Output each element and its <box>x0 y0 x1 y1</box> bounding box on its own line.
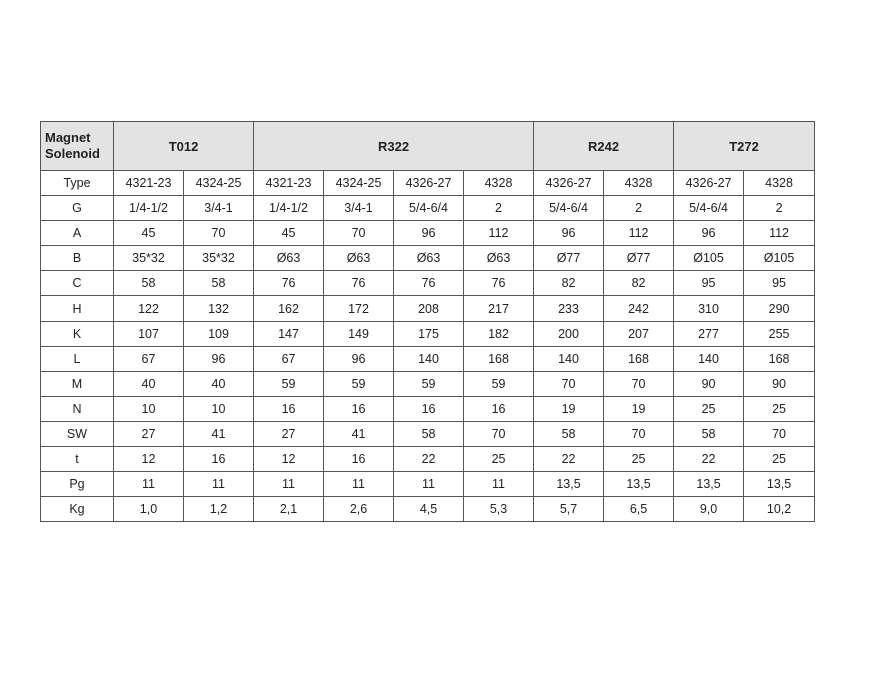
table-cell: 3/4-1 <box>184 196 254 221</box>
table-cell: 76 <box>464 271 534 296</box>
row-label: Pg <box>41 472 114 497</box>
table-row <box>41 171 815 196</box>
table-cell: 16 <box>324 396 394 421</box>
table-cell: 16 <box>254 396 324 421</box>
table-cell: 109 <box>184 321 254 346</box>
table-cell: 10 <box>114 396 184 421</box>
table-cell: 140 <box>674 346 744 371</box>
table-row <box>41 447 815 472</box>
table-cell: 4321-23 <box>254 171 324 196</box>
table-cell: 22 <box>674 447 744 472</box>
corner-header-line1: Magnet <box>45 130 91 145</box>
table-cell: 16 <box>324 447 394 472</box>
table-cell: Ø105 <box>744 246 815 271</box>
table-cell: 4326-27 <box>674 171 744 196</box>
row-label: K <box>41 321 114 346</box>
table-cell: 4328 <box>464 171 534 196</box>
table-cell: 41 <box>324 421 394 446</box>
row-label: G <box>41 196 114 221</box>
table-cell: 5/4-6/4 <box>534 196 604 221</box>
row-label: N <box>41 396 114 421</box>
table-cell: 200 <box>534 321 604 346</box>
table-row <box>41 271 815 296</box>
header-row <box>41 122 815 171</box>
table-cell: 2 <box>464 196 534 221</box>
table-cell: 16 <box>464 396 534 421</box>
row-label: C <box>41 271 114 296</box>
table-cell: 6,5 <box>604 497 674 522</box>
table-cell: 96 <box>394 221 464 246</box>
table-cell: 82 <box>534 271 604 296</box>
table-cell: 162 <box>254 296 324 321</box>
table-cell: 168 <box>464 346 534 371</box>
table-cell: 217 <box>464 296 534 321</box>
table-cell: 90 <box>674 371 744 396</box>
table-cell: 2 <box>604 196 674 221</box>
table-cell: 90 <box>744 371 815 396</box>
table-cell: 10 <box>184 396 254 421</box>
table-cell: 2,6 <box>324 497 394 522</box>
table-cell: 19 <box>604 396 674 421</box>
table-cell: Ø105 <box>674 246 744 271</box>
table-cell: 95 <box>744 271 815 296</box>
table-cell: 70 <box>464 421 534 446</box>
table-cell: 122 <box>114 296 184 321</box>
table-row <box>41 296 815 321</box>
table-cell: 59 <box>464 371 534 396</box>
table-cell: 208 <box>394 296 464 321</box>
table-cell: 70 <box>744 421 815 446</box>
table-cell: 70 <box>604 371 674 396</box>
table-row <box>41 346 815 371</box>
row-label: Type <box>41 171 114 196</box>
table-row <box>41 246 815 271</box>
row-label: B <box>41 246 114 271</box>
table-cell: 13,5 <box>534 472 604 497</box>
table-cell: 76 <box>254 271 324 296</box>
table-cell: 5,3 <box>464 497 534 522</box>
table-cell: 4328 <box>604 171 674 196</box>
table-cell: Ø77 <box>534 246 604 271</box>
row-label: H <box>41 296 114 321</box>
table-body <box>41 171 815 522</box>
table-cell: 58 <box>534 421 604 446</box>
table-cell: 290 <box>744 296 815 321</box>
row-label: t <box>41 447 114 472</box>
table-cell: 40 <box>114 371 184 396</box>
table-cell: 11 <box>184 472 254 497</box>
corner-header <box>41 122 114 171</box>
table-cell: 96 <box>674 221 744 246</box>
table-cell: Ø77 <box>604 246 674 271</box>
table-cell: Ø63 <box>324 246 394 271</box>
corner-header-line2: Solenoid <box>45 146 100 161</box>
table-cell: 27 <box>114 421 184 446</box>
table-cell: 5,7 <box>534 497 604 522</box>
table-cell: 96 <box>324 346 394 371</box>
table-cell: 96 <box>534 221 604 246</box>
row-label: Kg <box>41 497 114 522</box>
table-cell: 40 <box>184 371 254 396</box>
table-cell: 2,1 <box>254 497 324 522</box>
table-cell: Ø63 <box>394 246 464 271</box>
table-cell: 13,5 <box>604 472 674 497</box>
table-cell: 11 <box>324 472 394 497</box>
group-header-r322: R322 <box>254 122 534 171</box>
table-cell: 1/4-1/2 <box>114 196 184 221</box>
table-cell: 82 <box>604 271 674 296</box>
row-label: A <box>41 221 114 246</box>
table-cell: 27 <box>254 421 324 446</box>
table-cell: 310 <box>674 296 744 321</box>
table-cell: 22 <box>534 447 604 472</box>
table-cell: 4324-25 <box>184 171 254 196</box>
table-cell: 112 <box>604 221 674 246</box>
table-cell: 3/4-1 <box>324 196 394 221</box>
group-header-t012: T012 <box>114 122 254 171</box>
table-cell: 59 <box>394 371 464 396</box>
table-cell: 58 <box>394 421 464 446</box>
table-cell: 255 <box>744 321 815 346</box>
table-cell: 4326-27 <box>394 171 464 196</box>
table-cell: 1/4-1/2 <box>254 196 324 221</box>
table-cell: 70 <box>604 421 674 446</box>
row-label: SW <box>41 421 114 446</box>
table-cell: 76 <box>394 271 464 296</box>
table-cell: 25 <box>744 447 815 472</box>
table-cell: 5/4-6/4 <box>674 196 744 221</box>
table-cell: 45 <box>114 221 184 246</box>
table-cell: 25 <box>604 447 674 472</box>
table-cell: 67 <box>254 346 324 371</box>
table-cell: 45 <box>254 221 324 246</box>
table-cell: 277 <box>674 321 744 346</box>
table-row <box>41 371 815 396</box>
table-cell: 59 <box>324 371 394 396</box>
table-cell: 147 <box>254 321 324 346</box>
table-row <box>41 472 815 497</box>
table-row <box>41 196 815 221</box>
group-header-t272: T272 <box>674 122 815 171</box>
table-cell: 25 <box>744 396 815 421</box>
table-cell: 132 <box>184 296 254 321</box>
table-cell: 16 <box>394 396 464 421</box>
table-cell: 140 <box>394 346 464 371</box>
table-cell: 149 <box>324 321 394 346</box>
table-cell: 182 <box>464 321 534 346</box>
table-cell: 70 <box>324 221 394 246</box>
table-cell: 11 <box>464 472 534 497</box>
table-cell: 19 <box>534 396 604 421</box>
group-header-r242: R242 <box>534 122 674 171</box>
table-cell: 4,5 <box>394 497 464 522</box>
table-cell: 25 <box>464 447 534 472</box>
table-cell: 12 <box>254 447 324 472</box>
table-row <box>41 421 815 446</box>
table-cell: 2 <box>744 196 815 221</box>
table-cell: 1,0 <box>114 497 184 522</box>
table-cell: 207 <box>604 321 674 346</box>
table-cell: 25 <box>674 396 744 421</box>
table-cell: 112 <box>464 221 534 246</box>
table-cell: 5/4-6/4 <box>394 196 464 221</box>
table-cell: 175 <box>394 321 464 346</box>
table-cell: 35*32 <box>114 246 184 271</box>
table-cell: 35*32 <box>184 246 254 271</box>
table-cell: 58 <box>114 271 184 296</box>
table-cell: 11 <box>254 472 324 497</box>
table-cell: 96 <box>184 346 254 371</box>
table-cell: 4324-25 <box>324 171 394 196</box>
table-cell: Ø63 <box>464 246 534 271</box>
table-cell: 41 <box>184 421 254 446</box>
table-row <box>41 321 815 346</box>
table-cell: 4326-27 <box>534 171 604 196</box>
table-cell: 140 <box>534 346 604 371</box>
table-cell: 13,5 <box>674 472 744 497</box>
table-cell: 11 <box>394 472 464 497</box>
table-cell: Ø63 <box>254 246 324 271</box>
table-cell: 22 <box>394 447 464 472</box>
table-cell: 67 <box>114 346 184 371</box>
table-cell: 112 <box>744 221 815 246</box>
table-cell: 4321-23 <box>114 171 184 196</box>
row-label: L <box>41 346 114 371</box>
table-cell: 242 <box>604 296 674 321</box>
row-label: M <box>41 371 114 396</box>
table-cell: 12 <box>114 447 184 472</box>
table-cell: 168 <box>744 346 815 371</box>
table-cell: 233 <box>534 296 604 321</box>
spec-table <box>40 121 815 522</box>
table-cell: 16 <box>184 447 254 472</box>
table-cell: 13,5 <box>744 472 815 497</box>
table-cell: 9,0 <box>674 497 744 522</box>
table-row <box>41 497 815 522</box>
table-cell: 11 <box>114 472 184 497</box>
table-cell: 58 <box>674 421 744 446</box>
table-cell: 58 <box>184 271 254 296</box>
table-cell: 70 <box>534 371 604 396</box>
table-cell: 76 <box>324 271 394 296</box>
table-cell: 172 <box>324 296 394 321</box>
table-cell: 59 <box>254 371 324 396</box>
table-cell: 70 <box>184 221 254 246</box>
table-cell: 1,2 <box>184 497 254 522</box>
table-cell: 4328 <box>744 171 815 196</box>
table-row <box>41 396 815 421</box>
table-row <box>41 221 815 246</box>
table-cell: 168 <box>604 346 674 371</box>
table-cell: 95 <box>674 271 744 296</box>
table-cell: 107 <box>114 321 184 346</box>
table-cell: 10,2 <box>744 497 815 522</box>
